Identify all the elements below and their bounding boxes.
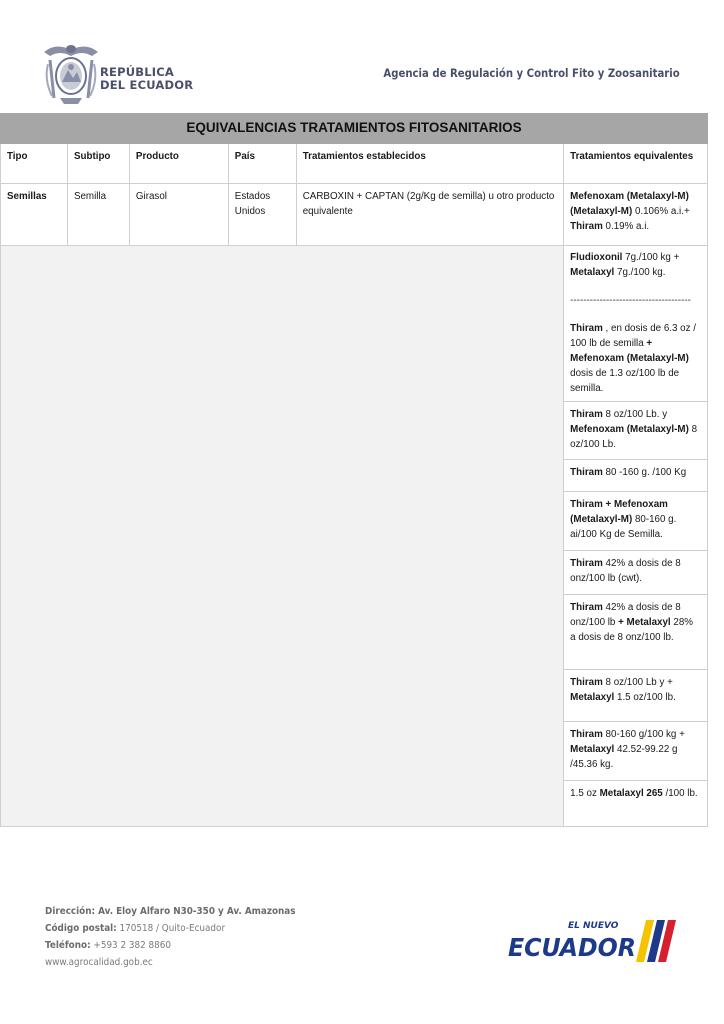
- cell-pais: Estados Unidos: [228, 184, 296, 246]
- cell-equivalente-7: [564, 595, 708, 670]
- page-header: [0, 0, 724, 112]
- equiv-5-bold-a: Thiram + Mefenoxam (Metalaxyl-M): [570, 499, 668, 525]
- address-label: Dirección:: [45, 906, 96, 917]
- footer-phone: [45, 937, 296, 954]
- postal-label: Código postal:: [45, 923, 117, 934]
- equiv-9-bold-b: Metalaxyl: [570, 744, 615, 755]
- equiv-4-bold-a: Thiram: [570, 467, 603, 478]
- treatments-table: [0, 113, 708, 827]
- column-header-pais: País: [228, 144, 296, 184]
- logo-small-text: EL NUEVO: [568, 921, 619, 931]
- cell-equivalente-5: [564, 492, 708, 551]
- equiv-6-text-a: 42% a dosis de 8 onz/100 lb (cwt).: [570, 558, 681, 584]
- equiv-7-text-a: 42% a dosis de 8 onz/100 lb: [570, 602, 681, 628]
- equiv-7-bold-a: Thiram: [570, 602, 603, 613]
- column-header-establecidos: Tratamientos establecidos: [296, 144, 563, 184]
- address-value: Av. Eloy Alfaro N30-350 y Av. Amazonas: [95, 906, 296, 917]
- cell-equivalente-8: [564, 670, 708, 722]
- equiv-4-text-a: 80 -160 g. /100 Kg: [602, 467, 687, 478]
- footer-address: [45, 903, 296, 920]
- equiv-2-text-a: 7g./100 kg +: [622, 252, 680, 263]
- footer-postal: [45, 920, 296, 937]
- footer-website: www.agrocalidad.gob.ec: [45, 957, 153, 968]
- equiv-7-text-b: 28% a dosis de 8 onz/100 lb.: [570, 617, 693, 643]
- equiv-1-text-b: 0.19% a.i.: [602, 221, 650, 232]
- equiv-3-text-a: 8 oz/100 Lb. y: [602, 409, 668, 420]
- equiv-8-text-a: 8 oz/100 Lb y +: [602, 677, 673, 688]
- phone-label: Teléfono:: [45, 940, 91, 951]
- cell-tipo: Semillas: [1, 184, 68, 246]
- equiv-7-bold-b: + Metalaxyl: [618, 617, 671, 628]
- logo-big-text: ECUADOR: [508, 933, 636, 962]
- equiv-8-bold-b: Metalaxyl: [570, 692, 615, 703]
- equiv-8-bold-a: Thiram: [570, 677, 603, 688]
- page-footer: [45, 903, 296, 971]
- country-name: [100, 66, 193, 92]
- equiv-2-bold-b: Metalaxyl: [570, 267, 615, 278]
- separator-dashes: -------------------------------------: [570, 295, 691, 306]
- equiv-9-text-a: 80-160 g/100 kg +: [602, 729, 685, 740]
- table-title: EQUIVALENCIAS TRATAMIENTOS FITOSANITARIOS: [1, 114, 708, 144]
- phone-value: +593 2 382 8860: [90, 940, 172, 951]
- cell-producto: Girasol: [129, 184, 228, 246]
- cell-equivalente-2: [564, 246, 708, 402]
- equiv-2-bold-d: + Mefenoxam (Metalaxyl-M): [570, 338, 689, 364]
- equiv-5-text-a: 80-160 g. ai/100 Kg de Semilla.: [570, 514, 677, 540]
- equiv-10-bold-a: Metalaxyl 265: [599, 788, 663, 799]
- table-row: [1, 246, 708, 402]
- el-nuevo-ecuador-logo: [506, 910, 682, 968]
- cell-establecidos: CARBOXIN + CAPTAN (2g/Kg de semilla) u otro producto equivalente: [296, 184, 563, 246]
- equiv-3-bold-b: Mefenoxam (Metalaxyl-M): [570, 424, 689, 435]
- column-header-producto: Producto: [129, 144, 228, 184]
- equiv-2-bold-c: Thiram: [570, 323, 603, 334]
- postal-value: 170518 / Quito-Ecuador: [116, 923, 226, 934]
- cell-subtipo: Semilla: [67, 184, 129, 246]
- equiv-6-bold-a: Thiram: [570, 558, 603, 569]
- country-line-2: DEL ECUADOR: [100, 78, 194, 92]
- cell-equivalente-6: [564, 551, 708, 595]
- equiv-1-bold-b: Thiram: [570, 221, 603, 232]
- cell-equivalente-9: [564, 722, 708, 781]
- equiv-1-bold-a: Mefenoxam (Metalaxyl-M) (Metalaxyl-M): [570, 191, 689, 217]
- cell-equivalente-3: [564, 402, 708, 460]
- equiv-1-text-a: 0.106% a.i.+: [632, 206, 690, 217]
- equiv-2-text-b: 7g./100 kg.: [614, 267, 666, 278]
- cell-equivalente-4: [564, 460, 708, 492]
- equiv-9-bold-a: Thiram: [570, 729, 603, 740]
- equiv-9-text-b: 42.52-99.22 g /45.36 kg.: [570, 744, 678, 770]
- agency-name: Agencia de Regulación y Control Fito y Zoosanitario: [383, 66, 680, 80]
- table-row: [1, 184, 708, 246]
- table-title-row: [1, 114, 708, 144]
- coat-of-arms-icon: [40, 40, 102, 108]
- equiv-2-text-c: , en dosis de 6.3 oz / 100 lb de semilla: [570, 323, 696, 349]
- column-header-tipo: Tipo: [1, 144, 68, 184]
- equiv-3-bold-a: Thiram: [570, 409, 603, 420]
- column-header-subtipo: Subtipo: [67, 144, 129, 184]
- equiv-2-bold-a: Fludioxonil: [570, 252, 623, 263]
- equiv-8-text-b: 1.5 oz/100 lb.: [614, 692, 676, 703]
- country-line-1: REPÚBLICA: [100, 65, 174, 79]
- equiv-2-text-d: dosis de 1.3 oz/100 lb de semilla.: [570, 368, 680, 394]
- equiv-10-text-a: 1.5 oz: [570, 788, 600, 799]
- equiv-3-text-b: 8 oz/100 Lb.: [570, 424, 698, 450]
- table-header-row: [1, 144, 708, 184]
- equiv-10-text-b: /100 lb.: [662, 788, 698, 799]
- empty-merged-block: [1, 246, 564, 827]
- column-header-equivalentes: Tratamientos equivalentes: [564, 144, 708, 184]
- cell-equivalente-1: [564, 184, 708, 246]
- cell-equivalente-10: [564, 781, 708, 827]
